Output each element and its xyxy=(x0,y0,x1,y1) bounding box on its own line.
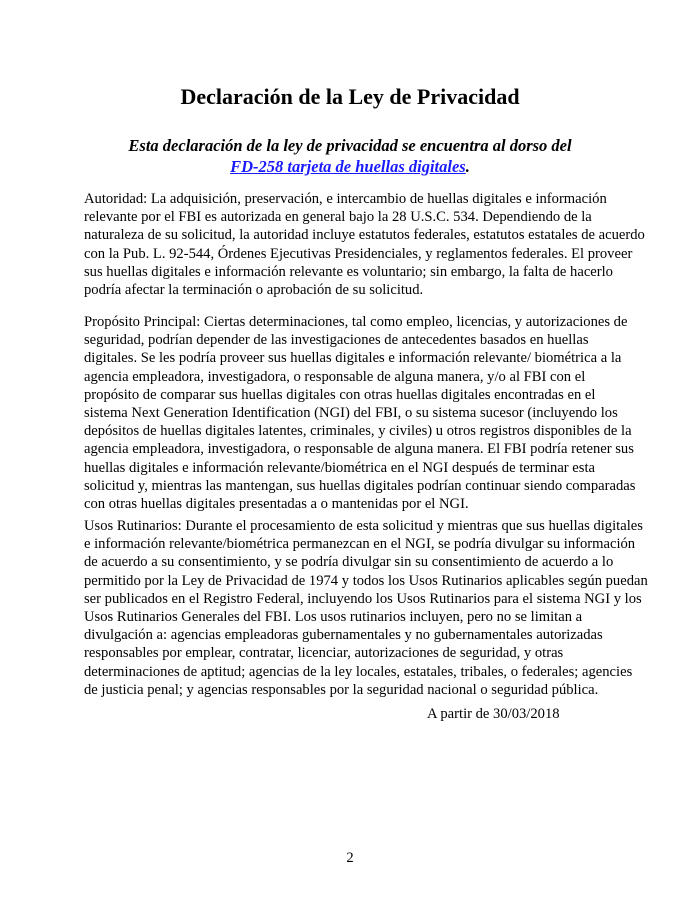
paragraph-line: con otras huellas digitales presentadas a o mantenidas por el NGI. xyxy=(84,496,469,513)
paragraph-line: responsables por emplear, contratar, licenciar, autorizaciones de seguridad, y otras xyxy=(84,645,564,662)
paragraph-line: agencia empleadora, investigadora, o responsable de alguna manera. El FBI podría retener sus xyxy=(84,441,634,458)
paragraph-line: Autoridad: La adquisición, preservación, e intercambio de huellas digitales e información xyxy=(84,191,607,207)
fd258-card-link[interactable]: FD-258 tarjeta de huellas digitales xyxy=(230,157,466,176)
routine-uses-paragraph xyxy=(84,517,648,699)
paragraph-line: determinaciones de aptitud; agencias de la ley locales, estatales, tribales, o federales; agencies xyxy=(84,663,633,680)
paragraph-line: depósitos de huellas digitales latentes, criminales, y civiles) u otros registros disponibles de la xyxy=(84,423,632,440)
paragraph-line: permitido por la Ley de Privacidad de 1974 y todos los Usos Rutinarios aplicables según puedan xyxy=(84,572,648,589)
paragraph-line: huellas digitales e información relevante/biométrica en el NGI después de terminar esta xyxy=(84,459,595,476)
paragraph-line: de justicia penal; y agencias responsables por la seguridad nacional o seguridad pública. xyxy=(84,681,599,698)
page-subtitle xyxy=(0,135,700,177)
subtitle-trailing-period: . xyxy=(465,157,470,176)
paragraph-line: ser publicados en el Registro Federal, incluyendo los Usos Rutinarios para el sistema NGI y los xyxy=(84,590,642,607)
paragraph-line: relevante por el FBI es autorizada en general bajo la 28 U.S.C. 534. Dependiendo de la xyxy=(84,209,592,226)
paragraph-line: sistema Next Generation Identification (NGI) del FBI, o su sistema sucesor (incluyendo los xyxy=(84,405,618,422)
purpose-paragraph xyxy=(84,313,636,513)
paragraph-line: propósito de comparar sus huellas digitales con otras huellas digitales encontradas en el xyxy=(84,386,596,403)
paragraph-line: e información relevante/biométrica permanezcan en el NGI, se podría divulgar su información xyxy=(84,536,636,553)
effective-date: A partir de 30/03/2018 xyxy=(427,706,560,722)
paragraph-line: podría afectar la terminación o aprobación de su solicitud. xyxy=(84,282,424,299)
paragraph-line: Propósito Principal: Ciertas determinaciones, tal como empleo, licencias, y autorizaciones de xyxy=(84,314,628,330)
paragraph-line: naturaleza de su solicitud, la autoridad incluye estatutos federales, estatutos estatales de acuerdo xyxy=(84,227,645,244)
authority-paragraph xyxy=(84,190,645,299)
paragraph-line: Usos Rutinarios: Durante el procesamiento de esta solicitud y mientras que sus huellas digitales xyxy=(84,518,643,534)
page-number: 2 xyxy=(346,850,354,866)
paragraph-line: sus huellas digitales e información relevante es voluntario; sin embargo, la falta de hacerlo xyxy=(84,263,613,280)
paragraph-line: digitales. Se les podría proveer sus huellas digitales e información relevante/ biométrica a la xyxy=(84,350,622,367)
paragraph-line: solicitud y, mientras las mantengan, sus huellas digitales podrían continuar siendo comparadas xyxy=(84,477,636,494)
paragraph-line: agencia empleadora, investigadora, o responsable de alguna manera, y/o al FBI con el xyxy=(84,368,586,385)
paragraph-line: seguridad, podrían depender de las investigaciones de antecedentes basados en huellas xyxy=(84,332,589,349)
paragraph-line: Usos Rutinarios Generales del FBI. Los usos rutinarios incluyen, pero no se limitan a xyxy=(84,609,583,626)
paragraph-line: de acuerdo a su consentimiento, y se podría divulgar sin su consentimiento de acuerdo a lo xyxy=(84,554,614,571)
paragraph-line: divulgación a: agencias empleadoras gubernamentales y no gubernamentales autorizadas xyxy=(84,627,603,644)
page-title: Declaración de la Ley de Privacidad xyxy=(180,84,520,109)
paragraph-line: con la Pub. L. 92-544, Órdenes Ejecutivas Presidenciales, y reglamentos federales. El proveer xyxy=(84,245,633,262)
subtitle-line: Esta declaración de la ley de privacidad se encuentra al dorso del xyxy=(128,136,572,155)
subtitle-link-line xyxy=(0,156,700,177)
